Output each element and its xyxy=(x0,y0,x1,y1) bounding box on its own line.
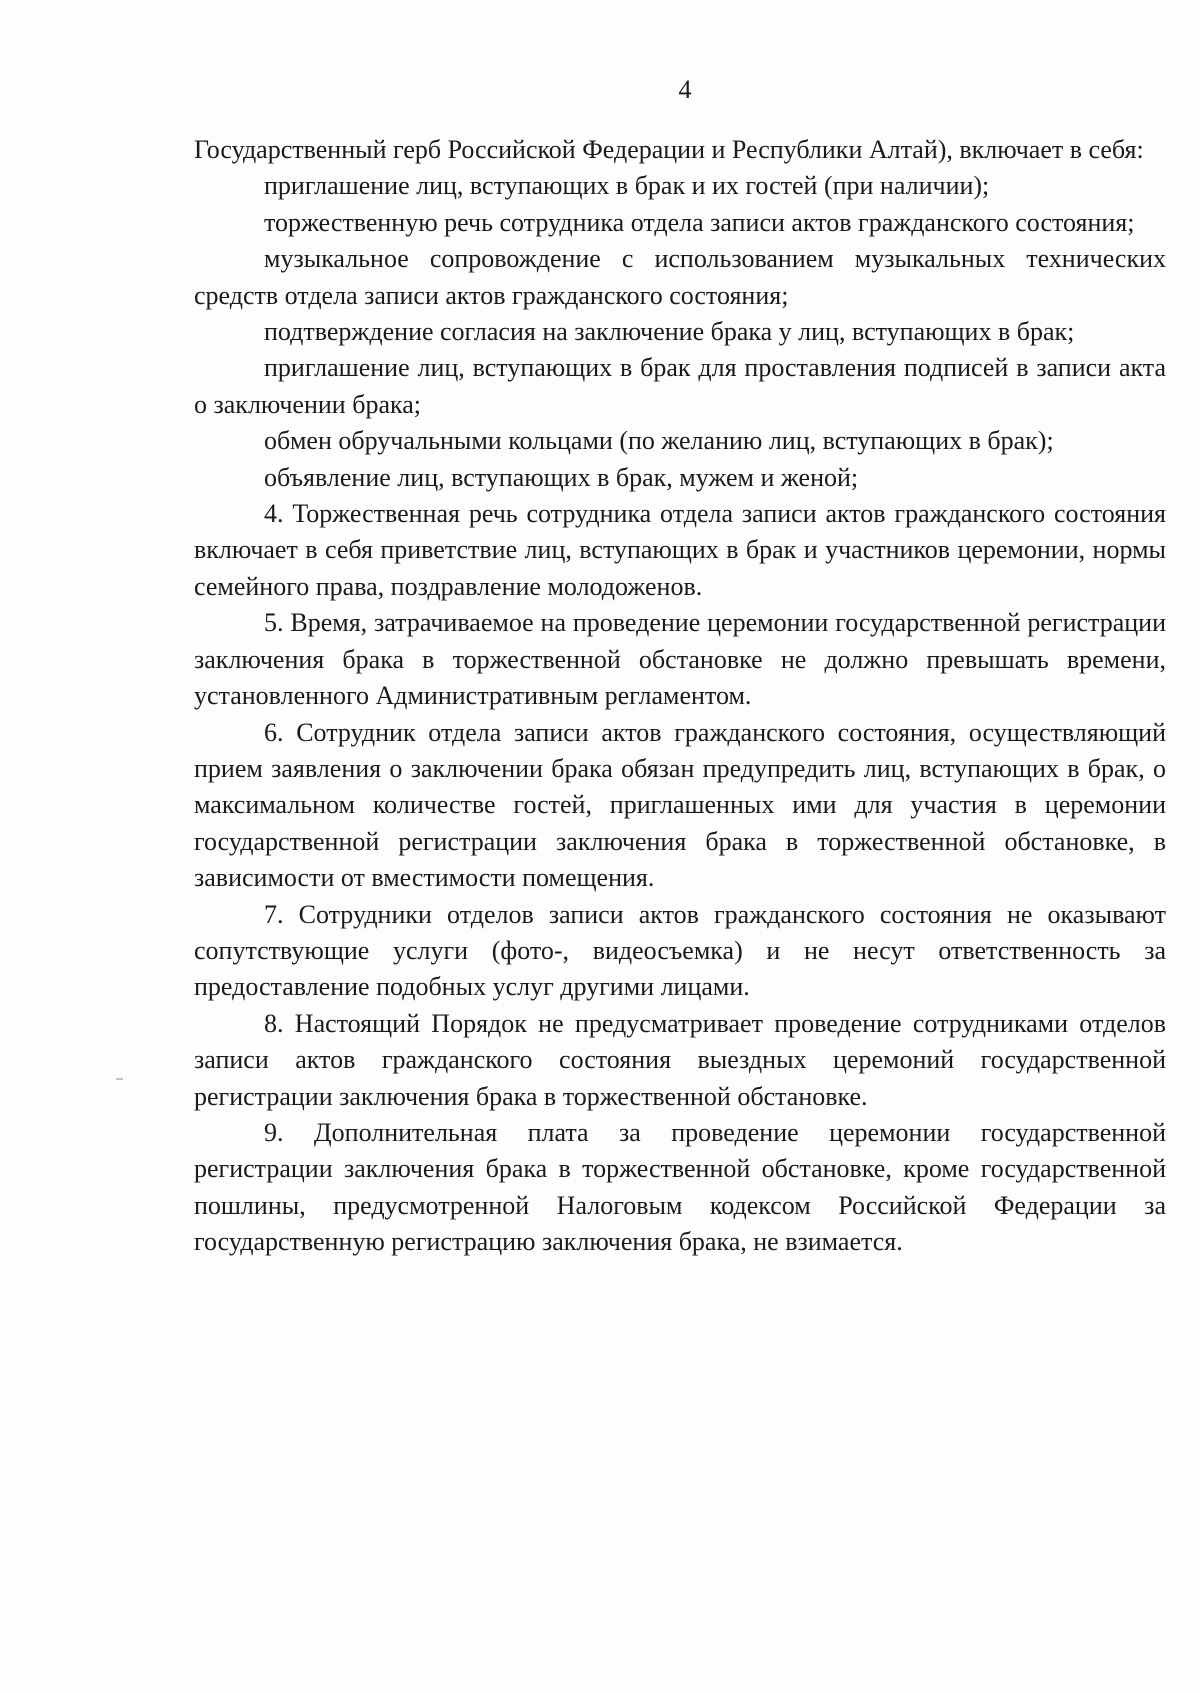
clause-9: 9. Дополнительная плата за проведение церемонии государственной регистрации заключения брака в торжественной обстановке, кроме государственной пошлины, предусмотренной Налоговым кодексом Российской Федерации за государственную регистрацию заключения брака, не взимается. xyxy=(194,1117,1166,1257)
clause-5: 5. Время, затрачиваемое на проведение церемонии государственной регистрации заключения брака в торжественной обстановке не должно превышать времени, установленного Административным регламентом. xyxy=(194,608,1166,711)
page-number: 4 xyxy=(678,75,692,104)
clause-8: 8. Настоящий Порядок не предусматривает проведение сотрудниками отделов записи актов гражданского состояния выездных церемоний государственной регистрации заключения брака в торжественной обстановке. xyxy=(194,1008,1166,1111)
list-item-music: музыкальное сопровождение с использованием музыкальных технических средств отдела записи актов гражданского состояния; xyxy=(194,244,1166,310)
scan-artifact xyxy=(116,1078,123,1080)
clause-6: 6. Сотрудник отдела записи актов гражданского состояния, осуществляющий прием заявления о заключении брака обязан предупредить лиц, вступающих в брак, о максимальном количестве гостей, приглашенных ими для участия в церемонии государственной регистрации заключения брака в торжественной обстановке, в зависимости от вместимости помещения. xyxy=(194,717,1166,893)
list-item-signatures: приглашение лиц, вступающих в брак для проставления подписей в записи акта о заключении брака; xyxy=(194,353,1166,419)
paragraph-continuation: Государственный герб Российской Федерации и Республики Алтай), включает в себя: xyxy=(194,135,1144,164)
clause-4: 4. Торжественная речь сотрудника отдела записи актов гражданского состояния включает в себя приветствие лиц, вступающих в брак и участников церемонии, нормы семейного права, поздравление молодоженов. xyxy=(194,499,1166,601)
clause-7: 7. Сотрудники отделов записи актов гражданского состояния не оказывают сопутствующие услуги (фото-, видеосъемка) и не несут ответственность за предоставление подобных услуг другими лицами. xyxy=(194,899,1166,1002)
list-item-announcement: объявление лиц, вступающих в брак, мужем и женой; xyxy=(264,462,859,492)
list-item-speech: торжественную речь сотрудника отдела записи актов гражданского состояния; xyxy=(264,207,1135,237)
document-body xyxy=(194,132,1166,1261)
list-item-rings: обмен обручальными кольцами (по желанию лиц, вступающих в брак); xyxy=(264,426,1054,456)
list-item-consent: подтверждение согласия на заключение брака у лиц, вступающих в брак; xyxy=(264,317,1075,347)
list-item-invitation: приглашение лиц, вступающих в брак и их гостей (при наличии); xyxy=(264,171,990,201)
